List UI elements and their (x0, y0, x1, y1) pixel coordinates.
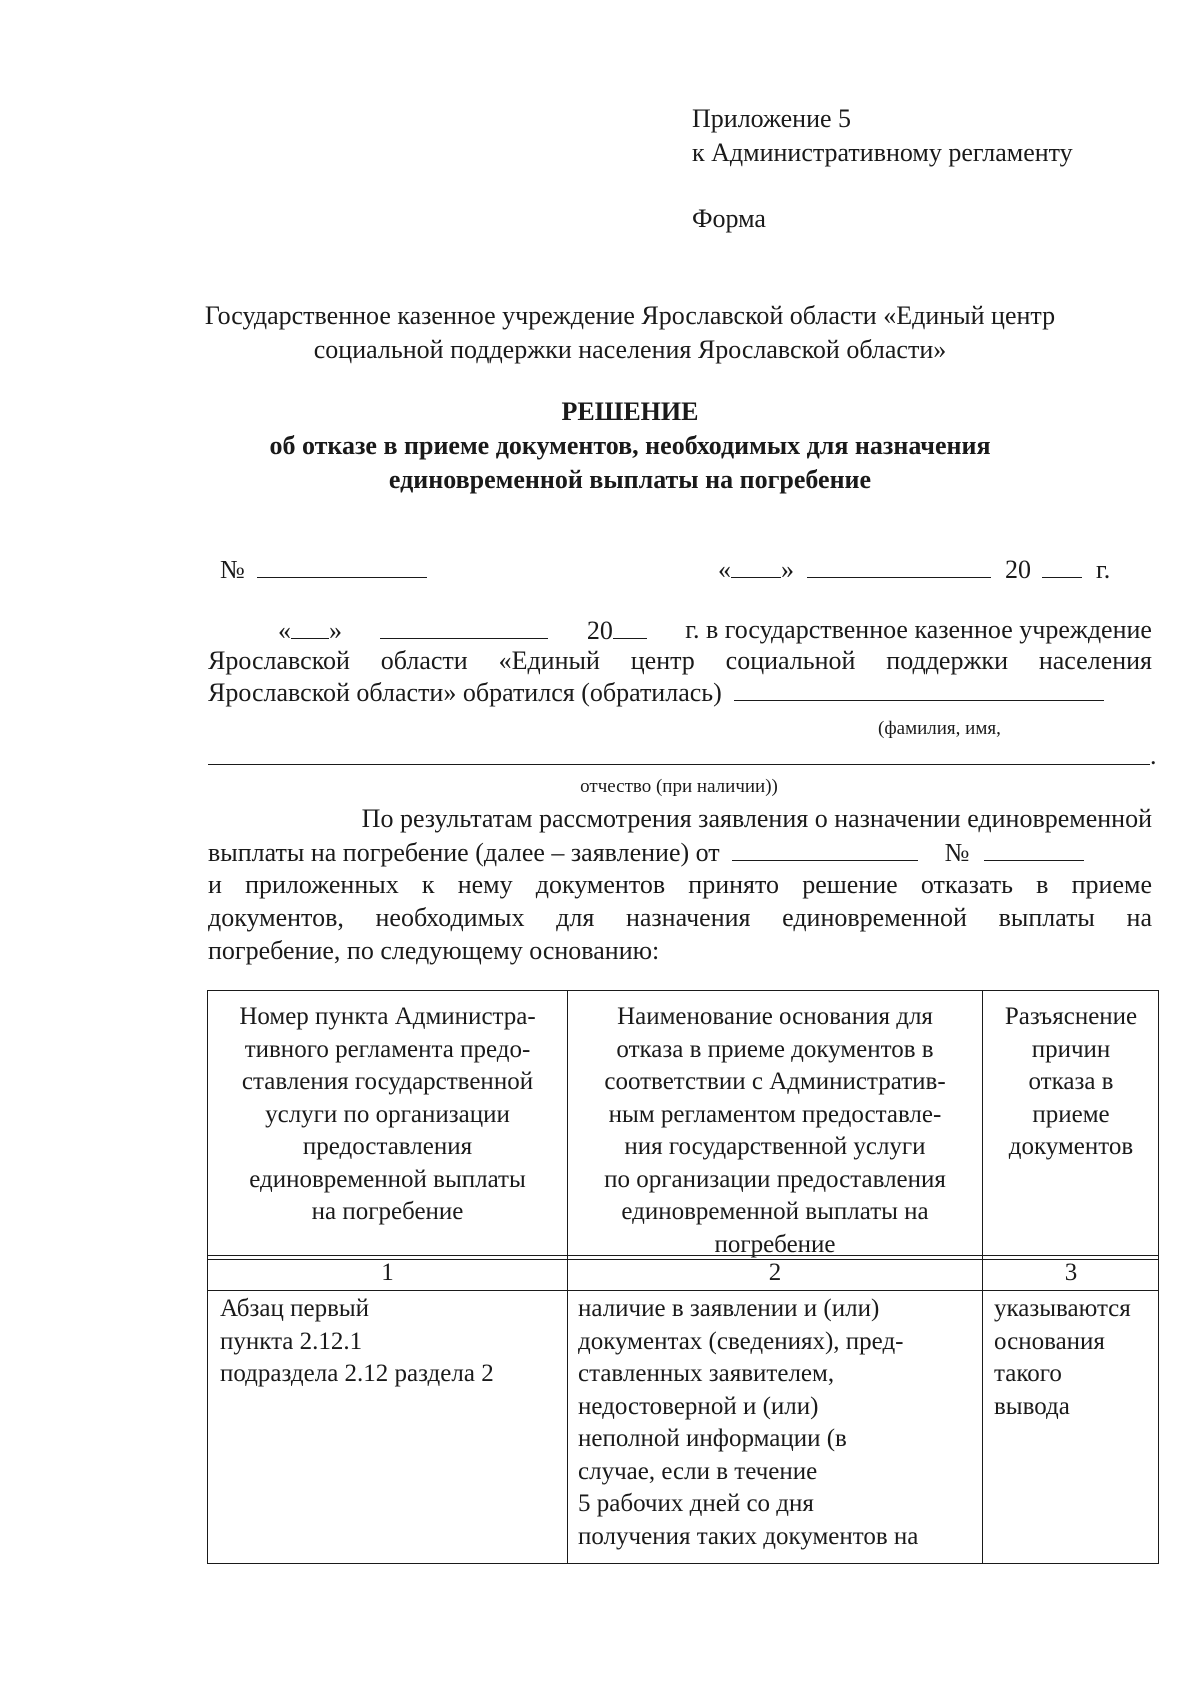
paragraph-1-line-3 (208, 676, 1104, 709)
header-line: отказа в (1028, 1068, 1114, 1095)
paragraph-2-line-1: По результатам рассмотрения заявления о назначении единовременной (361, 804, 1152, 833)
header-line: единовременной выплаты (249, 1165, 526, 1193)
month-blank[interactable] (807, 553, 991, 578)
cell-line: указываются (994, 1295, 1131, 1322)
line-3-text: Ярославской области» обратился (обратилась) (208, 678, 722, 707)
header-line: Номер пункта Администра- (239, 1003, 536, 1030)
header-line: предоставления (302, 1133, 473, 1160)
header-line: услуги по организации (265, 1100, 510, 1128)
line-1-text: г. в государственное казенное учреждение (685, 615, 1152, 644)
row-1-col-3 (994, 1293, 1131, 1423)
table-divider-h3 (208, 1290, 1158, 1291)
header-line: ния государственной услуги (624, 1133, 926, 1160)
period: . (1150, 741, 1157, 770)
column-number-1: 1 (381, 1259, 394, 1286)
year-prefix: 20 (586, 616, 613, 645)
cell-line: вывода (994, 1392, 1070, 1420)
form-label: Форма (692, 204, 766, 233)
cell-line: 5 рабочих дней со дня (578, 1490, 814, 1517)
header-line: погребение (714, 1230, 836, 1258)
month-blank[interactable] (380, 614, 548, 639)
paragraph-2-line-4: документов, необходимых для назначения единовременной выплаты на (208, 903, 1152, 932)
paragraph-2-line-3: и приложенных к нему документов принято решение отказать в приеме (208, 870, 1152, 899)
row-1-col-2 (578, 1293, 918, 1553)
refusal-grounds-table (207, 990, 1159, 1564)
cell-line: документах (сведениях), пред- (578, 1327, 904, 1355)
header-line: соответствии с Административ- (604, 1068, 946, 1095)
paragraph-2-line-2 (208, 836, 1084, 869)
paragraph-2-line-5: погребение, по следующему основанию: (208, 936, 660, 965)
header-line: Наименование основания для (617, 1003, 933, 1030)
header-line: приеме (1032, 1100, 1110, 1128)
institution-line-2: социальной поддержки населения Ярославской области» (313, 335, 947, 364)
cell-line: такого (994, 1360, 1062, 1387)
header-col-3 (983, 1001, 1159, 1164)
header-line: причин (1031, 1035, 1111, 1063)
header-line: единовременной выплаты на (621, 1198, 929, 1225)
appendix-label: Приложение 5 (692, 104, 852, 133)
number-field (220, 553, 427, 586)
caption-name: (фамилия, имя, (878, 718, 1001, 739)
caption-patronymic: отчество (при наличии)) (580, 776, 778, 797)
day-blank[interactable] (291, 614, 329, 639)
application-date-blank[interactable] (732, 836, 918, 861)
year-suffix: г. (1096, 555, 1111, 584)
quote-close: » (781, 555, 794, 584)
header-line: на погребение (311, 1198, 464, 1225)
header-line: ставления государственной (241, 1068, 534, 1095)
title-subline-2: единовременной выплаты на погребение (388, 465, 872, 494)
cell-line: недостоверной и (или) (578, 1392, 819, 1420)
title-subline-1: об отказе в приеме документов, необходимых для назначения (269, 431, 991, 460)
cell-line: подраздела 2.12 раздела 2 (220, 1360, 494, 1387)
day-blank[interactable] (731, 553, 781, 578)
document-title: РЕШЕНИЕ (561, 397, 699, 426)
header-line: ным регламентом предоставле- (608, 1100, 942, 1128)
year-blank[interactable] (1042, 553, 1082, 578)
column-number-2: 2 (768, 1259, 782, 1286)
header-line: тивного регламента предо- (244, 1035, 531, 1063)
quote-open: « (278, 616, 291, 645)
cell-line: Абзац первый (220, 1295, 370, 1322)
quote-open: « (718, 555, 731, 584)
cell-line: случае, если в течение (578, 1457, 818, 1485)
header-col-1 (208, 1001, 567, 1229)
date-field (718, 553, 1110, 586)
full-name-blank[interactable] (734, 676, 1104, 701)
row-1-col-1 (220, 1293, 494, 1391)
line-2-text: выплаты на погребение (далее – заявление) от (208, 838, 720, 867)
column-number-3: 3 (1064, 1259, 1078, 1286)
header-line: документов (1008, 1133, 1134, 1160)
cell-line: получения таких документов на (578, 1522, 919, 1550)
number-blank[interactable] (257, 553, 427, 578)
cell-line: пункта 2.12.1 (220, 1327, 363, 1355)
header-line: отказа в приеме документов в (616, 1035, 934, 1063)
cell-line: ставленных заявителем, (578, 1360, 835, 1387)
cell-line: наличие в заявлении и (или) (578, 1295, 880, 1322)
paragraph-1-line-2: Ярославской области «Единый центр социальной поддержки населения (208, 646, 1152, 675)
number-sign: № (944, 838, 970, 867)
header-col-2 (568, 1001, 982, 1261)
cell-line: основания (994, 1327, 1105, 1355)
year-blank[interactable] (613, 614, 647, 639)
paragraph-1-line-1 (208, 614, 1152, 647)
application-number-blank[interactable] (984, 836, 1084, 861)
full-name-blank-line-2[interactable] (208, 764, 1150, 765)
appendix-reference: к Административному регламенту (692, 138, 1073, 167)
header-line: по организации предоставления (604, 1165, 946, 1193)
header-line: Разъяснение (1004, 1003, 1138, 1030)
institution-line-1: Государственное казенное учреждение Ярославской области «Единый центр (204, 301, 1056, 330)
cell-line: неполной информации (в (578, 1425, 847, 1452)
quote-close: » (329, 616, 342, 645)
number-sign: № (220, 555, 245, 584)
year-prefix: 20 (1005, 555, 1031, 584)
